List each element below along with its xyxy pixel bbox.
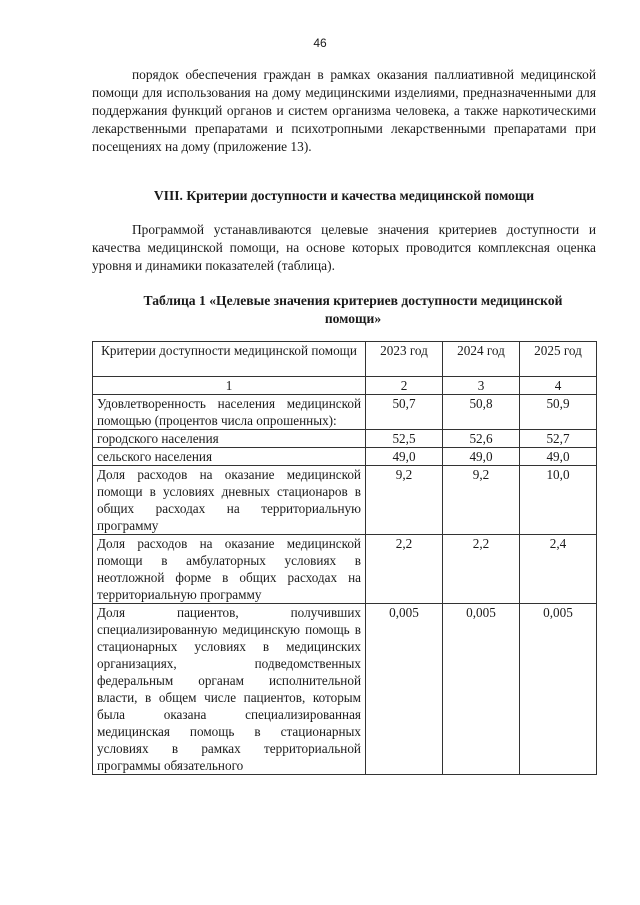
criterion-cell: Доля расходов на оказание медицинской помощи в условиях дневных стационаров в общих расходах на территориальную программу (93, 466, 366, 535)
value-2023: 9,2 (366, 466, 443, 535)
value-2024: 2,2 (443, 535, 520, 604)
section-heading: VIII. Критерии доступности и качества медицинской помощи (153, 188, 535, 203)
value-2025: 52,7 (520, 430, 597, 448)
column-number: 1 (93, 377, 366, 395)
table-row (93, 604, 597, 775)
criterion-cell: Доля пациентов, получивших специализированную медицинскую помощь в стационарных условиях в медицинских организациях, подведомственных федеральным органам исполнительной власти, в общем числе пациентов, которым была оказана специализированная медицинская помощь в стационарных условиях в рамках территориальной программы обязательного (93, 604, 366, 775)
program-paragraph: Программой устанавливаются целевые значения критериев доступности и качества медицинской помощи, на основе которых проводится комплексная оценка уровня и динамики показателей (таблица). (92, 222, 596, 273)
header-year-2023: 2023 год (366, 342, 443, 377)
column-number: 2 (366, 377, 443, 395)
value-2023: 52,5 (366, 430, 443, 448)
criterion-cell: Доля расходов на оказание медицинской помощи в амбулаторных условиях в неотложной форме в общих расходах на территориальную программу (93, 535, 366, 604)
value-2024: 0,005 (443, 604, 520, 775)
value-2023: 0,005 (366, 604, 443, 775)
header-year-2024: 2024 год (443, 342, 520, 377)
criterion-cell: сельского населения (93, 448, 366, 466)
column-number-row (93, 377, 597, 395)
column-number: 3 (443, 377, 520, 395)
value-2025: 0,005 (520, 604, 597, 775)
value-2023: 50,7 (366, 395, 443, 430)
table-row (93, 448, 597, 466)
value-2024: 9,2 (443, 466, 520, 535)
value-2025: 49,0 (520, 448, 597, 466)
table-caption: Таблица 1 «Целевые значения критериев доступности медицинской помощи» (143, 293, 563, 326)
value-2023: 49,0 (366, 448, 443, 466)
value-2024: 49,0 (443, 448, 520, 466)
header-criteria: Критерии доступности медицинской помощи (93, 342, 366, 377)
value-2024: 52,6 (443, 430, 520, 448)
value-2025: 10,0 (520, 466, 597, 535)
value-2025: 50,9 (520, 395, 597, 430)
header-year-2025: 2025 год (520, 342, 597, 377)
table-row (93, 466, 597, 535)
criterion-cell: Удовлетворенность населения медицинской помощью (процентов числа опрошенных): (93, 395, 366, 430)
table-header-row (93, 342, 597, 377)
value-2025: 2,4 (520, 535, 597, 604)
intro-paragraph: порядок обеспечения граждан в рамках оказания паллиативной медицинской помощи для использования на дому медицинскими изделиями, предназначенными для поддержания функций органов и систем организма человека, а также наркотическими лекарственными препаратами и психотропными лекарственными препаратами при посещениях на дому (приложение 13). (92, 67, 596, 154)
criterion-cell: городского населения (93, 430, 366, 448)
criteria-table (92, 341, 597, 775)
value-2024: 50,8 (443, 395, 520, 430)
table-row (93, 535, 597, 604)
page-number: 46 (313, 36, 327, 50)
table-row (93, 430, 597, 448)
value-2023: 2,2 (366, 535, 443, 604)
column-number: 4 (520, 377, 597, 395)
table-row (93, 395, 597, 430)
